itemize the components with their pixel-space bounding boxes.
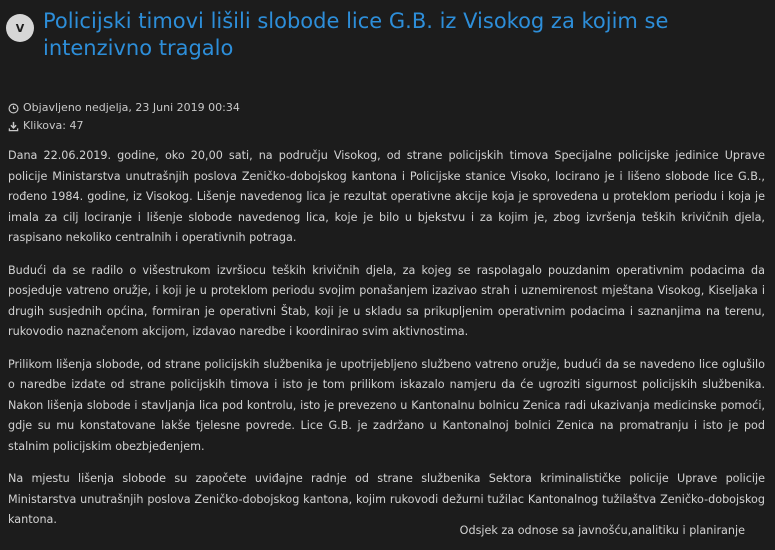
article-meta <box>8 99 240 135</box>
hits-count: Klikova: 47 <box>23 119 84 132</box>
published-date: Objavljeno nedjelja, 23 Juni 2019 00:34 <box>23 101 240 114</box>
clock-icon <box>8 103 19 114</box>
article-signature: Odsjek za odnose sa javnošću,analitiku i planiranje <box>459 524 745 537</box>
article-paragraph: Prilikom lišenja slobode, od strane policijskih službenika je upotrijebljeno službeno vatreno oružje, budući da se navedeno lice oglušilo o naredbe izdate od strane policijskih timova i isto je tom prilikom iskazalo namjeru da će ugroziti sigurnost policijskih službenika. Nakon lišenja slobode i stavljanja lica pod kontrolu, isto je prevezeno u Kantonalnu bolnicu Zenica radi ukazivanja medicinske pomoći, gdje su mu konstatovane lakše tjelesne povrede. Lice G.B. je zadržano u Kantonalnoj bolnici Zenica na promatranju i isto je pod stalnim policijskim obezbjeđenjem. <box>8 357 765 453</box>
article-paragraph: Na mjestu lišenja slobode su započete uviđajne radnje od strane službenika Sektora kriminalističke policije Uprave policije Ministarstva unutrašnjih poslova Zeničko-dobojskog kantona, kojim rukovodi dežurni tužilac Kantonalnog tužilaštva Zeničko-dobojskog kantona. <box>8 472 765 526</box>
hits-row <box>8 117 240 135</box>
article-paragraph: Budući da se radilo o višestrukom izvršiocu teških krivičnih djela, za kojeg se raspolagalo pouzdanim operativnim podacima da posjeduje vatreno oružje, i koji je u proteklom periodu svojim ponašanjem izazivao strah i uznemirenost mještana Visokog, Kiseljaka i drugih susjednih općina, formiran je operativni Štab, koji je u skladu sa prikupljenim operativnim podacima i saznanjima na terenu, rukovodio naznačenom akcijom, izdavao naredbe i koordinirao svim aktivnostima. <box>8 263 765 338</box>
article-paragraph: Dana 22.06.2019. godine, oko 20,00 sati, na području Visokog, od strane policijskih timova Specijalne policijske jedinice Uprave policije Ministarstva unutrašnjih poslova Zeničko-dobojskog kantona i Policijske stanice Visoko, locirano je i lišeno slobode lice G.B., rođeno 1984. godine, iz Visokog. Lišenje navedenog lica je rezultat operativne akcije koja je sprovedena u proteklom periodu i koja je imala za cilj lociranje i lišenje slobode navedenog lica, koje je bilo u bjekstvu i za kojim je, zbog izvršenja teških krivičnih djela, raspisano nekoliko centralnih i operativnih potraga. <box>8 149 765 244</box>
category-badge[interactable] <box>6 14 34 42</box>
category-badge-letter: V <box>15 21 25 35</box>
download-icon <box>8 121 19 132</box>
published-row <box>8 99 240 117</box>
article-title[interactable]: Policijski timovi lišili slobode lice G.B. iz Visokog za kojim se intenzivno tragalo <box>43 9 669 60</box>
article-body <box>8 146 765 543</box>
